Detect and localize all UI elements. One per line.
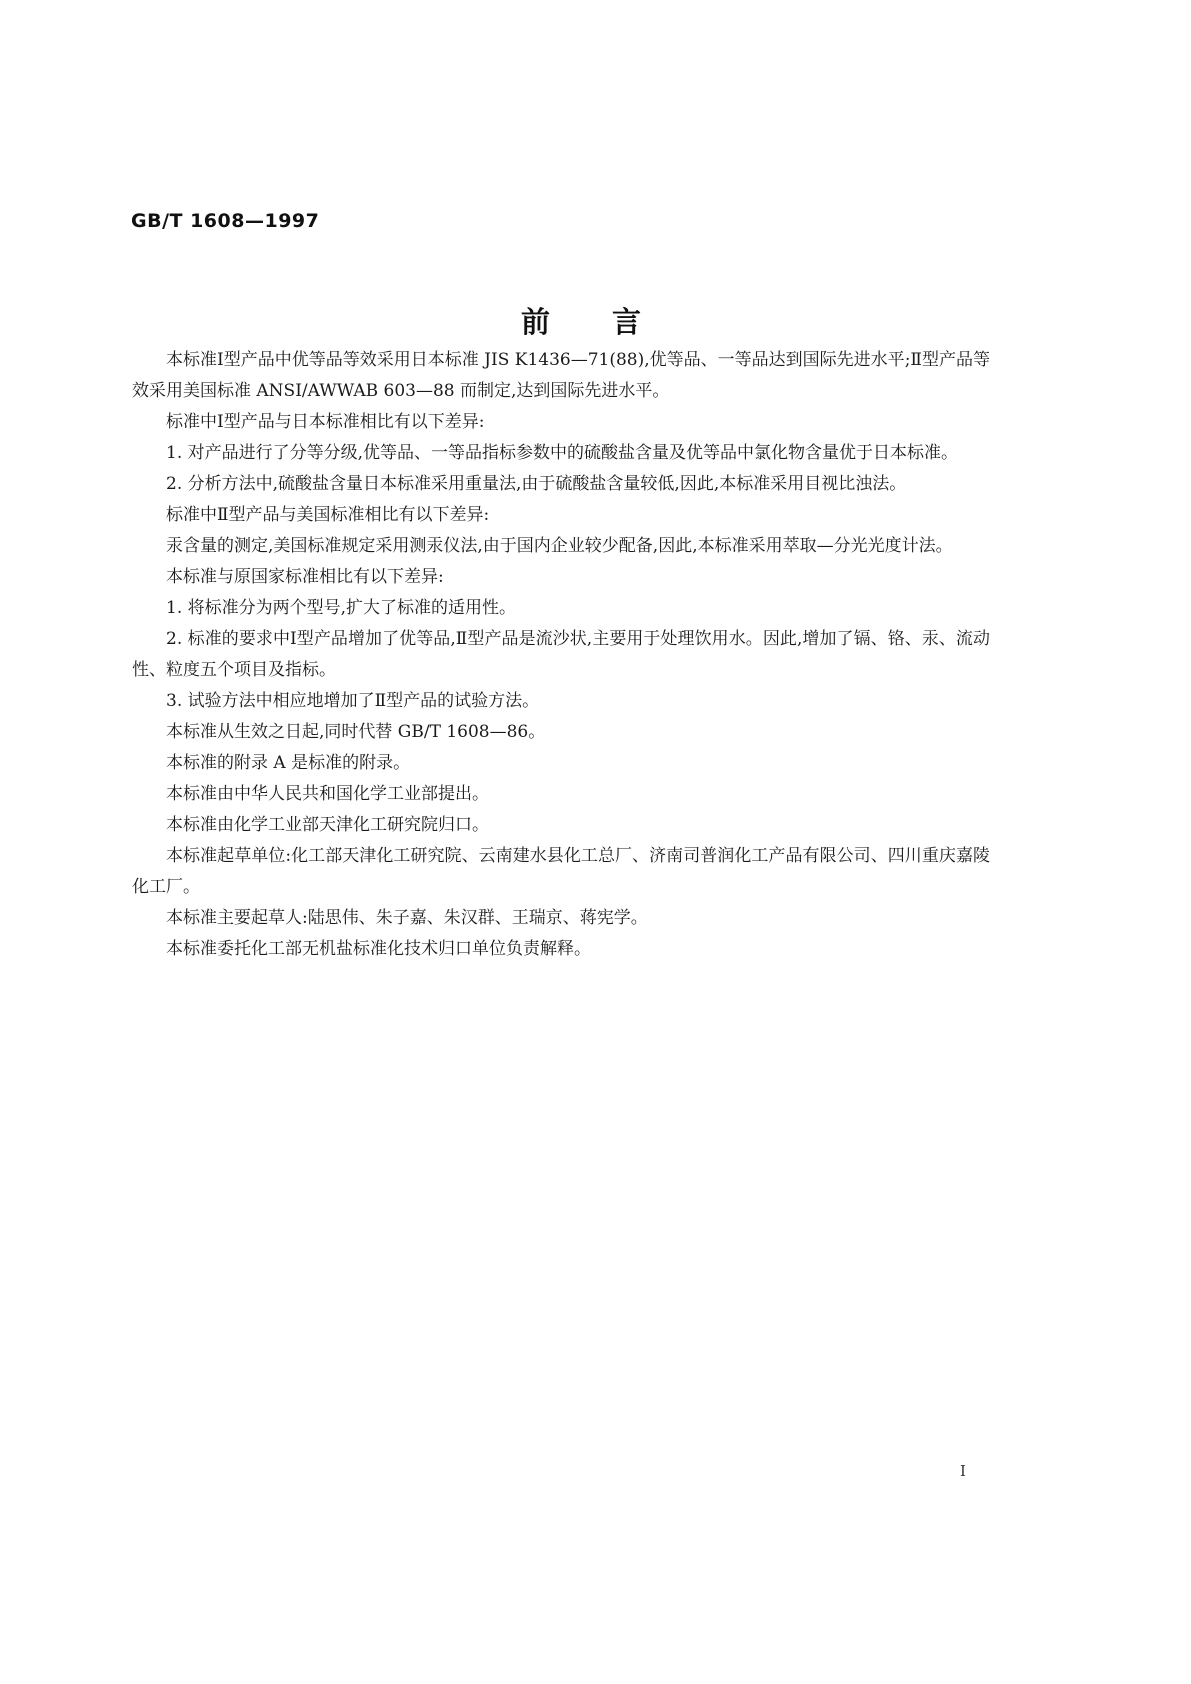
paragraph: 标准中Ⅱ型产品与美国标准相比有以下差异: [166,505,490,525]
paragraph: 标准中Ⅰ型产品与日本标准相比有以下差异: [166,412,485,432]
paragraph: 本标准的附录 A 是标准的附录。 [166,753,411,773]
paragraph: 2. 分析方法中,硫酸盐含量日本标准采用重量法,由于硫酸盐含量较低,因此,本标准采用目视比浊法。 [166,474,907,494]
paragraph: 本标准委托化工部无机盐标准化技术归口单位负责解释。 [166,939,591,959]
preface-body [132,345,990,965]
paragraph: 本标准Ⅰ型产品中优等品等效采用日本标准 JIS K1436—71(88),优等品、一等品达到国际先进水平;Ⅱ型产品等效采用美国标准 ANSI/AWWAB 603—88 而制定,达到国际先进水平。 [132,350,990,401]
paragraph: 本标准由中华人民共和国化学工业部提出。 [166,784,489,804]
paragraph: 2. 标准的要求中Ⅰ型产品增加了优等品,Ⅱ型产品是流沙状,主要用于处理饮用水。因此,增加了镉、铬、汞、流动性、粒度五个项目及指标。 [132,629,990,680]
paragraph: 本标准起草单位:化工部天津化工研究院、云南建水县化工总厂、济南司普润化工产品有限公司、四川重庆嘉陵化工厂。 [132,846,990,897]
paragraph: 本标准从生效之日起,同时代替 GB/T 1608—86。 [166,722,546,742]
paragraph: 3. 试验方法中相应地增加了Ⅱ型产品的试验方法。 [166,691,540,711]
paragraph: 本标准主要起草人:陆思伟、朱子嘉、朱汉群、王瑞京、蒋宪学。 [166,908,648,928]
paragraph: 本标准由化学工业部天津化工研究院归口。 [166,815,489,835]
paragraph: 汞含量的测定,美国标准规定采用测汞仪法,由于国内企业较少配备,因此,本标准采用萃取—分光光度计法。 [166,536,953,556]
page-title: 前言 [520,305,703,339]
paragraph: 1. 将标准分为两个型号,扩大了标准的适用性。 [166,598,517,618]
paragraph: 1. 对产品进行了分等分级,优等品、一等品指标参数中的硫酸盐含量及优等品中氯化物含量优于日本标准。 [166,443,959,463]
standard-code: GB/T 1608—1997 [131,210,320,232]
paragraph: 本标准与原国家标准相比有以下差异: [166,567,444,587]
page-number: Ⅰ [960,1462,966,1480]
